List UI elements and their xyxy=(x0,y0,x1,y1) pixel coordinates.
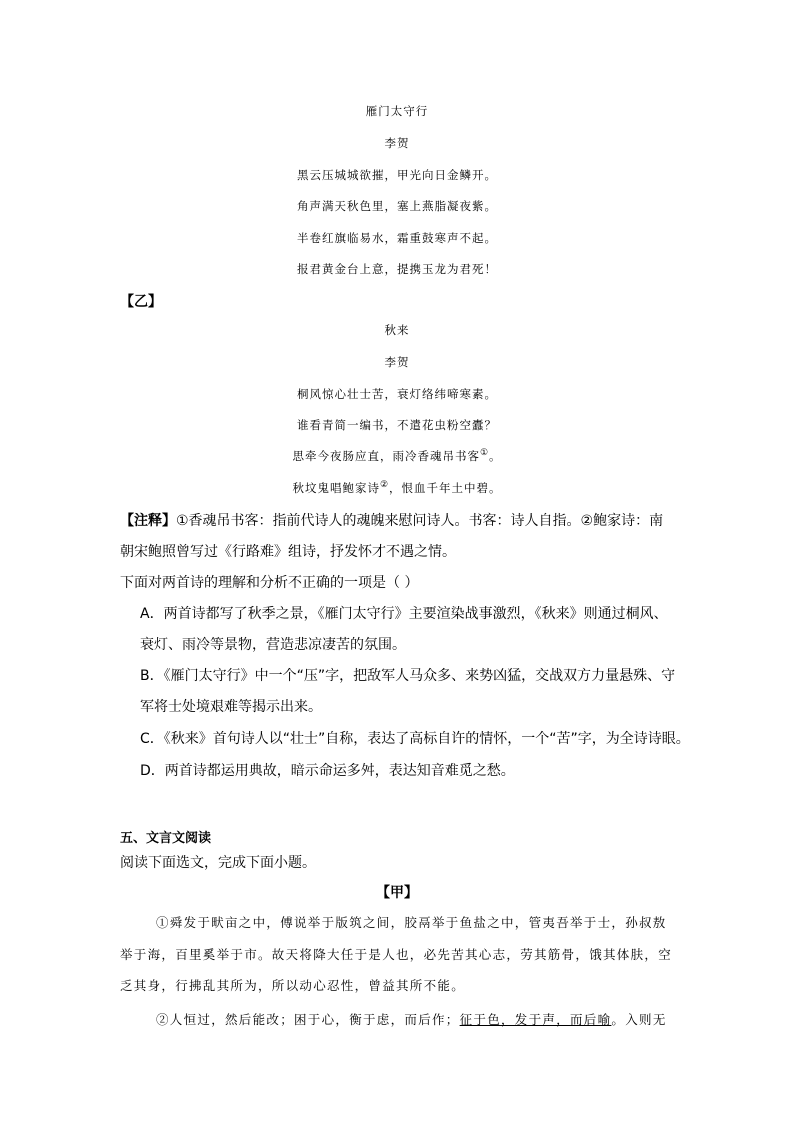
passage-line: 举于海，百里奚举于市。故天将降大任于是人也，必先苦其心志，劳其筋骨，饿其体肤，空 xyxy=(120,947,673,962)
poem2-line: 桐风惊心壮士苦，衰灯络纬啼寒素。 xyxy=(297,387,497,401)
notes-label: 【注释】 xyxy=(120,513,176,529)
poem2-line xyxy=(120,480,674,496)
option-b-cont: 军将士处境艰难等揭示出来。 xyxy=(140,699,322,715)
poem2-line: 谁看青简一编书，不遣花虫粉空蠹？ xyxy=(297,418,497,432)
poem2-author: 李贺 xyxy=(384,355,410,369)
passage-text: ②人恒过，然后能改；困于心，衡于虑，而后作； xyxy=(156,1012,460,1027)
option-d: D．两首诗都运用典故，暗示命运多舛，表达知音难觅之愁。 xyxy=(140,763,515,779)
section-heading: 五、文言文阅读 xyxy=(120,831,212,846)
poem2-line xyxy=(120,448,674,464)
option-a-cont: 衰灯、雨冷等景物，营造悲凉凄苦的氛围。 xyxy=(140,637,406,653)
poem1-line: 报君黄金台上意，提携玉龙为君死！ xyxy=(297,262,497,276)
poem1-author: 李贺 xyxy=(384,136,410,150)
section-instruction: 阅读下面选文，完成下面小题。 xyxy=(120,855,316,871)
poem2-line-text: 秋坟鬼唱鲍家诗 xyxy=(292,481,380,495)
poem1-title: 雁门太守行 xyxy=(365,104,429,118)
passage-text: 。入则无 xyxy=(611,1012,667,1027)
notes-line: 朝宋鲍照曾写过《行路难》组诗，抒发怀才不遇之情。 xyxy=(120,544,456,560)
poem2-title: 秋来 xyxy=(384,323,410,337)
footnote-marker: ② xyxy=(379,480,390,491)
passage-line: 乏其身，行拂乱其所为，所以动心忍性，曾益其所不能。 xyxy=(120,978,466,993)
passage-line: ①舜发于畎亩之中，傅说举于版筑之间，胶鬲举于鱼盐之中，管夷吾举于士，孙叔敖 xyxy=(156,915,667,930)
section-label-yi: 【乙】 xyxy=(120,294,162,310)
option-c: C．《秋来》首句诗人以“壮士”自称，表达了高标自许的情怀，一个“苦”字，为全诗诗眼。 xyxy=(140,731,690,747)
poem2-line-text: 。 xyxy=(489,449,502,463)
section-label-jia: 【甲】 xyxy=(376,885,418,901)
notes-text: ①香魂吊书客：指前代诗人的魂魄来慰问诗人。书客：诗人自指。②鲍家诗：南 xyxy=(176,513,664,529)
option-a: A．两首诗都写了秋季之景，《雁门太守行》主要渲染战事激烈，《秋来》则通过桐风、 xyxy=(140,606,668,622)
passage-line xyxy=(120,1010,676,1028)
question-stem: 下面对两首诗的理解和分析不正确的一项是（ ） xyxy=(120,575,419,591)
footnote-marker: ① xyxy=(479,448,490,459)
poem2-line-text: 思牵今夜肠应直，雨冷香魂吊书客 xyxy=(292,449,480,463)
poem1-line: 黑云压城城欲摧，甲光向日金鳞开。 xyxy=(297,168,497,182)
poem2-line-text: ，恨血千年土中碧。 xyxy=(389,481,502,495)
underlined-phrase: 征于色，发于声，而后喻 xyxy=(459,1012,612,1027)
option-b: B．《雁门太守行》中一个“压”字，把敌军人马众多、来势凶猛，交战双方力量悬殊、守 xyxy=(140,668,676,684)
poem1-line: 角声满天秋色里，塞上燕脂凝夜紫。 xyxy=(297,199,497,213)
poem1-line: 半卷红旗临易水，霜重鼓寒声不起。 xyxy=(297,231,497,245)
notes-line xyxy=(120,510,663,530)
